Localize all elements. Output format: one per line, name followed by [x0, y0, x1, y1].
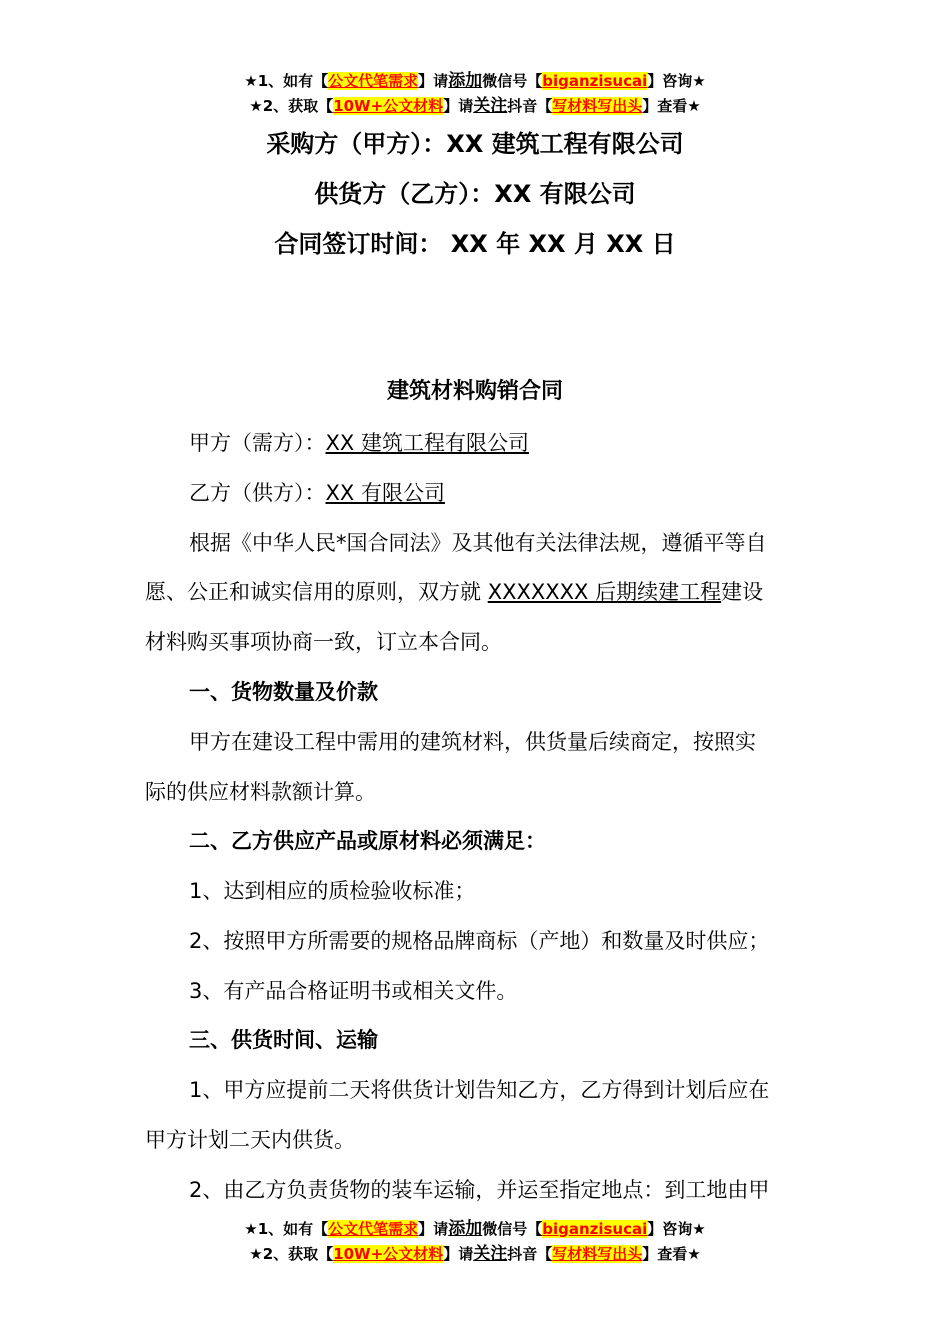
- ad-line-2: [0, 94, 950, 118]
- ad-text: 】请: [418, 1220, 449, 1238]
- ad-text: 微信号【: [482, 1220, 543, 1238]
- section-3-item-1-line-1: 1、甲方应提前二天将供货计划告知乙方，乙方得到计划后应在: [189, 1078, 770, 1102]
- party-b-label: 乙方（供方）：: [189, 481, 326, 505]
- ad-underline: 关注: [473, 96, 508, 116]
- ad-text: ★2、获取【: [249, 1245, 334, 1263]
- section-2-item-2: 2、按照甲方所需要的规格品牌商标（产地）和数量及时供应；: [189, 929, 770, 953]
- cover-buyer: 采购方（甲方）：XX 建筑工程有限公司: [266, 130, 684, 158]
- ad-line-1: [0, 69, 950, 93]
- party-b-name: XX 有限公司: [325, 481, 445, 505]
- party-a-label: 甲方（需方）：: [189, 431, 326, 455]
- ad-underline: 添加: [448, 71, 483, 91]
- ad-highlight: 公文代笔需求: [328, 1220, 419, 1238]
- ad-underline: 添加: [448, 1219, 483, 1239]
- ad-text: 】查看★: [642, 97, 701, 115]
- ad-wechat-id: biganzisucai: [542, 1220, 648, 1238]
- ad-underline: 关注: [473, 1244, 508, 1264]
- party-a-line: [0, 428, 950, 458]
- intro-line-2: [0, 577, 950, 607]
- ad-text: ★1、如有【: [244, 1220, 329, 1238]
- ad-text: 抖音【: [507, 97, 553, 115]
- section-3-item-2: 2、由乙方负责货物的装车运输，并运至指定地点：到工地由甲: [189, 1178, 770, 1202]
- section-1-title: 一、货物数量及价款: [189, 680, 378, 704]
- cover-date: 合同签订时间： XX 年 XX 月 XX 日: [274, 230, 676, 258]
- ad-text: 】请: [443, 1245, 474, 1263]
- ad-douyin-id: 写材料写出头: [552, 1245, 643, 1263]
- intro-line-1: 根据《中华人民*国合同法》及其他有关法律法规，遵循平等自: [189, 531, 767, 555]
- ad-highlight: 10W+公文材料: [333, 97, 444, 115]
- ad-wechat-id: biganzisucai: [542, 72, 648, 90]
- ad-highlight: 公文代笔需求: [328, 72, 419, 90]
- intro-line-3: 材料购买事项协商一致，订立本合同。: [145, 630, 502, 654]
- section-2-item-1: 1、达到相应的质检验收标准；: [189, 879, 476, 903]
- ad-text: ★2、获取【: [249, 97, 334, 115]
- ad-text: 】咨询★: [647, 72, 706, 90]
- ad-text: 】请: [418, 72, 449, 90]
- ad-text: 抖音【: [507, 1245, 553, 1263]
- ad-text: 】查看★: [642, 1245, 701, 1263]
- section-3-item-1-line-2: 甲方计划二天内供货。: [145, 1128, 355, 1152]
- section-3-title: 三、供货时间、运输: [189, 1028, 378, 1052]
- party-a-name: XX 建筑工程有限公司: [325, 431, 529, 455]
- ad-text: 】请: [443, 97, 474, 115]
- section-2-item-3: 3、有产品合格证明书或相关文件。: [189, 979, 518, 1003]
- ad-highlight: 10W+公文材料: [333, 1245, 444, 1263]
- ad-text: ★1、如有【: [244, 72, 329, 90]
- intro-text: 愿、公正和诚实信用的原则，双方就: [145, 580, 488, 604]
- ad-text: 】咨询★: [647, 1220, 706, 1238]
- ad-line-2-bottom: [0, 1242, 950, 1266]
- section-1-para-line-1: 甲方在建设工程中需用的建筑材料，供货量后续商定，按照实: [189, 730, 756, 754]
- project-name: XXXXXXX 后期续建工程: [487, 580, 722, 604]
- section-1-para-line-2: 际的供应材料款额计算。: [145, 780, 376, 804]
- section-2-title: 二、乙方供应产品或原材料必须满足：: [189, 829, 546, 853]
- intro-text: 建设: [721, 580, 764, 604]
- party-b-line: [0, 478, 950, 508]
- ad-text: 微信号【: [482, 72, 543, 90]
- cover-supplier: 供货方（乙方）：XX 有限公司: [314, 180, 636, 208]
- ad-line-1-bottom: [0, 1217, 950, 1241]
- contract-title: 建筑材料购销合同: [386, 379, 563, 404]
- ad-douyin-id: 写材料写出头: [552, 97, 643, 115]
